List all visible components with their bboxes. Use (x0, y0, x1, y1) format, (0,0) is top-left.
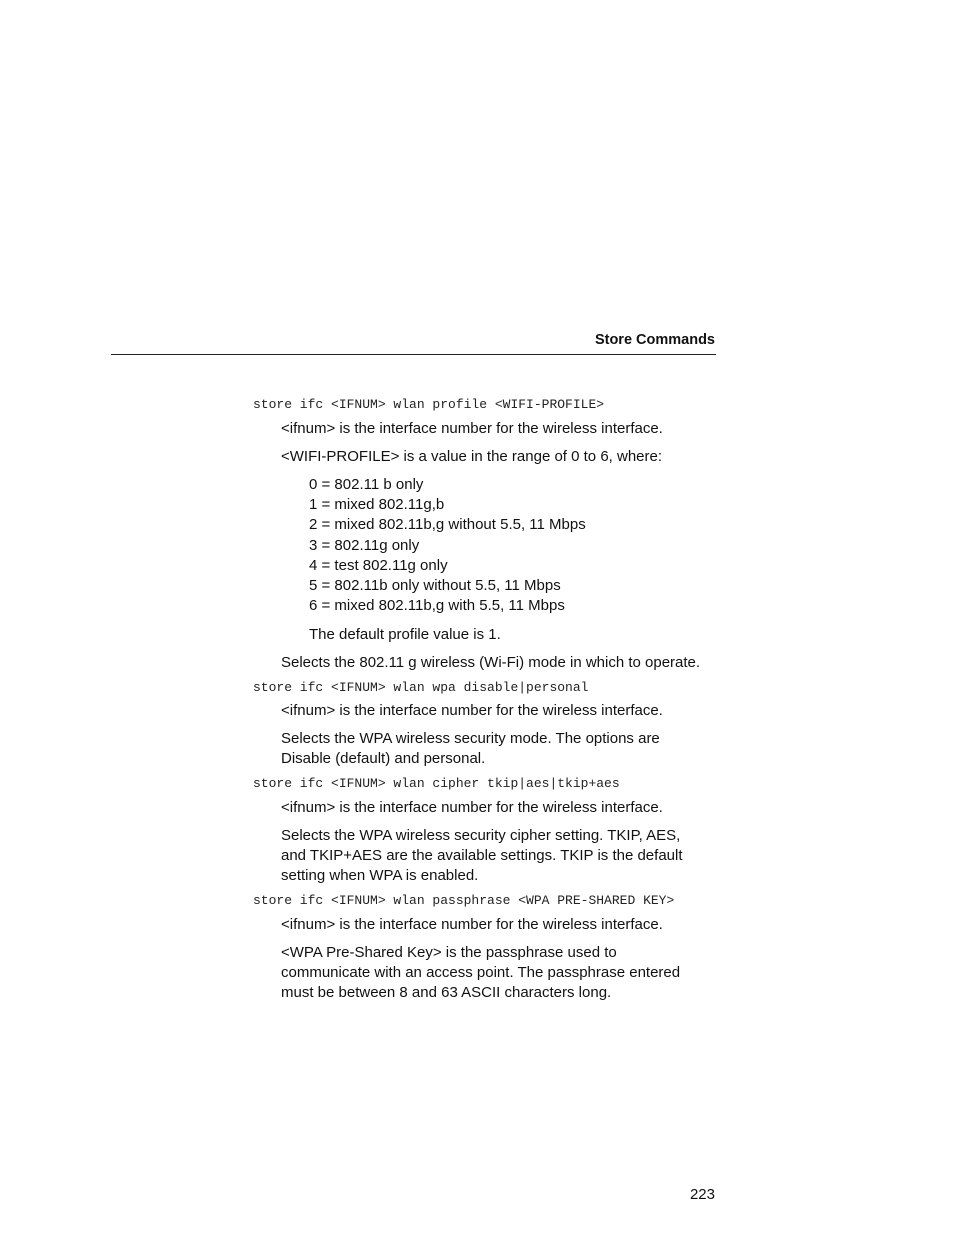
text-line: must be between 8 and 63 ASCII characters long. (281, 984, 612, 1001)
header-rule (111, 354, 716, 355)
profile-options-list (309, 475, 586, 616)
command-wlan-cipher: store ifc <IFNUM> wlan cipher tkip|aes|tkip+aes (253, 776, 620, 791)
ifnum-description: <ifnum> is the interface number for the wireless interface. (281, 420, 663, 437)
ifnum-description: <ifnum> is the interface number for the wireless interface. (281, 702, 663, 719)
text-line: <WPA Pre-Shared Key> is the passphrase used to (281, 944, 617, 961)
text-line: and TKIP+AES are the available settings. TKIP is the default (281, 847, 683, 864)
profile-intro: <WIFI-PROFILE> is a value in the range of 0 to 6, where: (281, 448, 663, 465)
profile-description: Selects the 802.11 g wireless (Wi-Fi) mode in which to operate. (281, 654, 701, 671)
wpa-description (281, 729, 726, 769)
command-wlan-wpa: store ifc <IFNUM> wlan wpa disable|personal (253, 680, 589, 695)
ifnum-description: <ifnum> is the interface number for the wireless interface. (281, 916, 663, 933)
command-wlan-profile: store ifc <IFNUM> wlan profile <WIFI-PROFILE> (253, 397, 605, 412)
cipher-description (281, 826, 726, 886)
list-item: 1 = mixed 802.11g,b (309, 496, 445, 514)
command-wlan-passphrase: store ifc <IFNUM> wlan passphrase <WPA PRE-SHARED KEY> (253, 893, 675, 908)
text-line: Selects the WPA wireless security cipher setting. TKIP, AES, (281, 827, 681, 844)
list-item: 4 = test 802.11g only (309, 556, 448, 574)
text-line: setting when WPA is enabled. (281, 867, 479, 884)
page-number: 223 (689, 1186, 715, 1203)
list-item: 2 = mixed 802.11b,g without 5.5, 11 Mbps (309, 516, 586, 534)
passphrase-description (281, 943, 726, 1003)
list-item: 5 = 802.11b only without 5.5, 11 Mbps (309, 577, 561, 595)
ifnum-description: <ifnum> is the interface number for the wireless interface. (281, 799, 663, 816)
text-line: communicate with an access point. The passphrase entered (281, 964, 681, 981)
list-item: 0 = 802.11 b only (309, 476, 424, 493)
list-item: 3 = 802.11g only (309, 536, 420, 554)
list-item: 6 = mixed 802.11b,g with 5.5, 11 Mbps (309, 597, 565, 615)
text-line: Disable (default) and personal. (281, 750, 486, 767)
text-line: Selects the WPA wireless security mode. The options are (281, 730, 660, 747)
default-profile-note: The default profile value is 1. (309, 626, 501, 643)
running-header-title: Store Commands (594, 332, 715, 348)
